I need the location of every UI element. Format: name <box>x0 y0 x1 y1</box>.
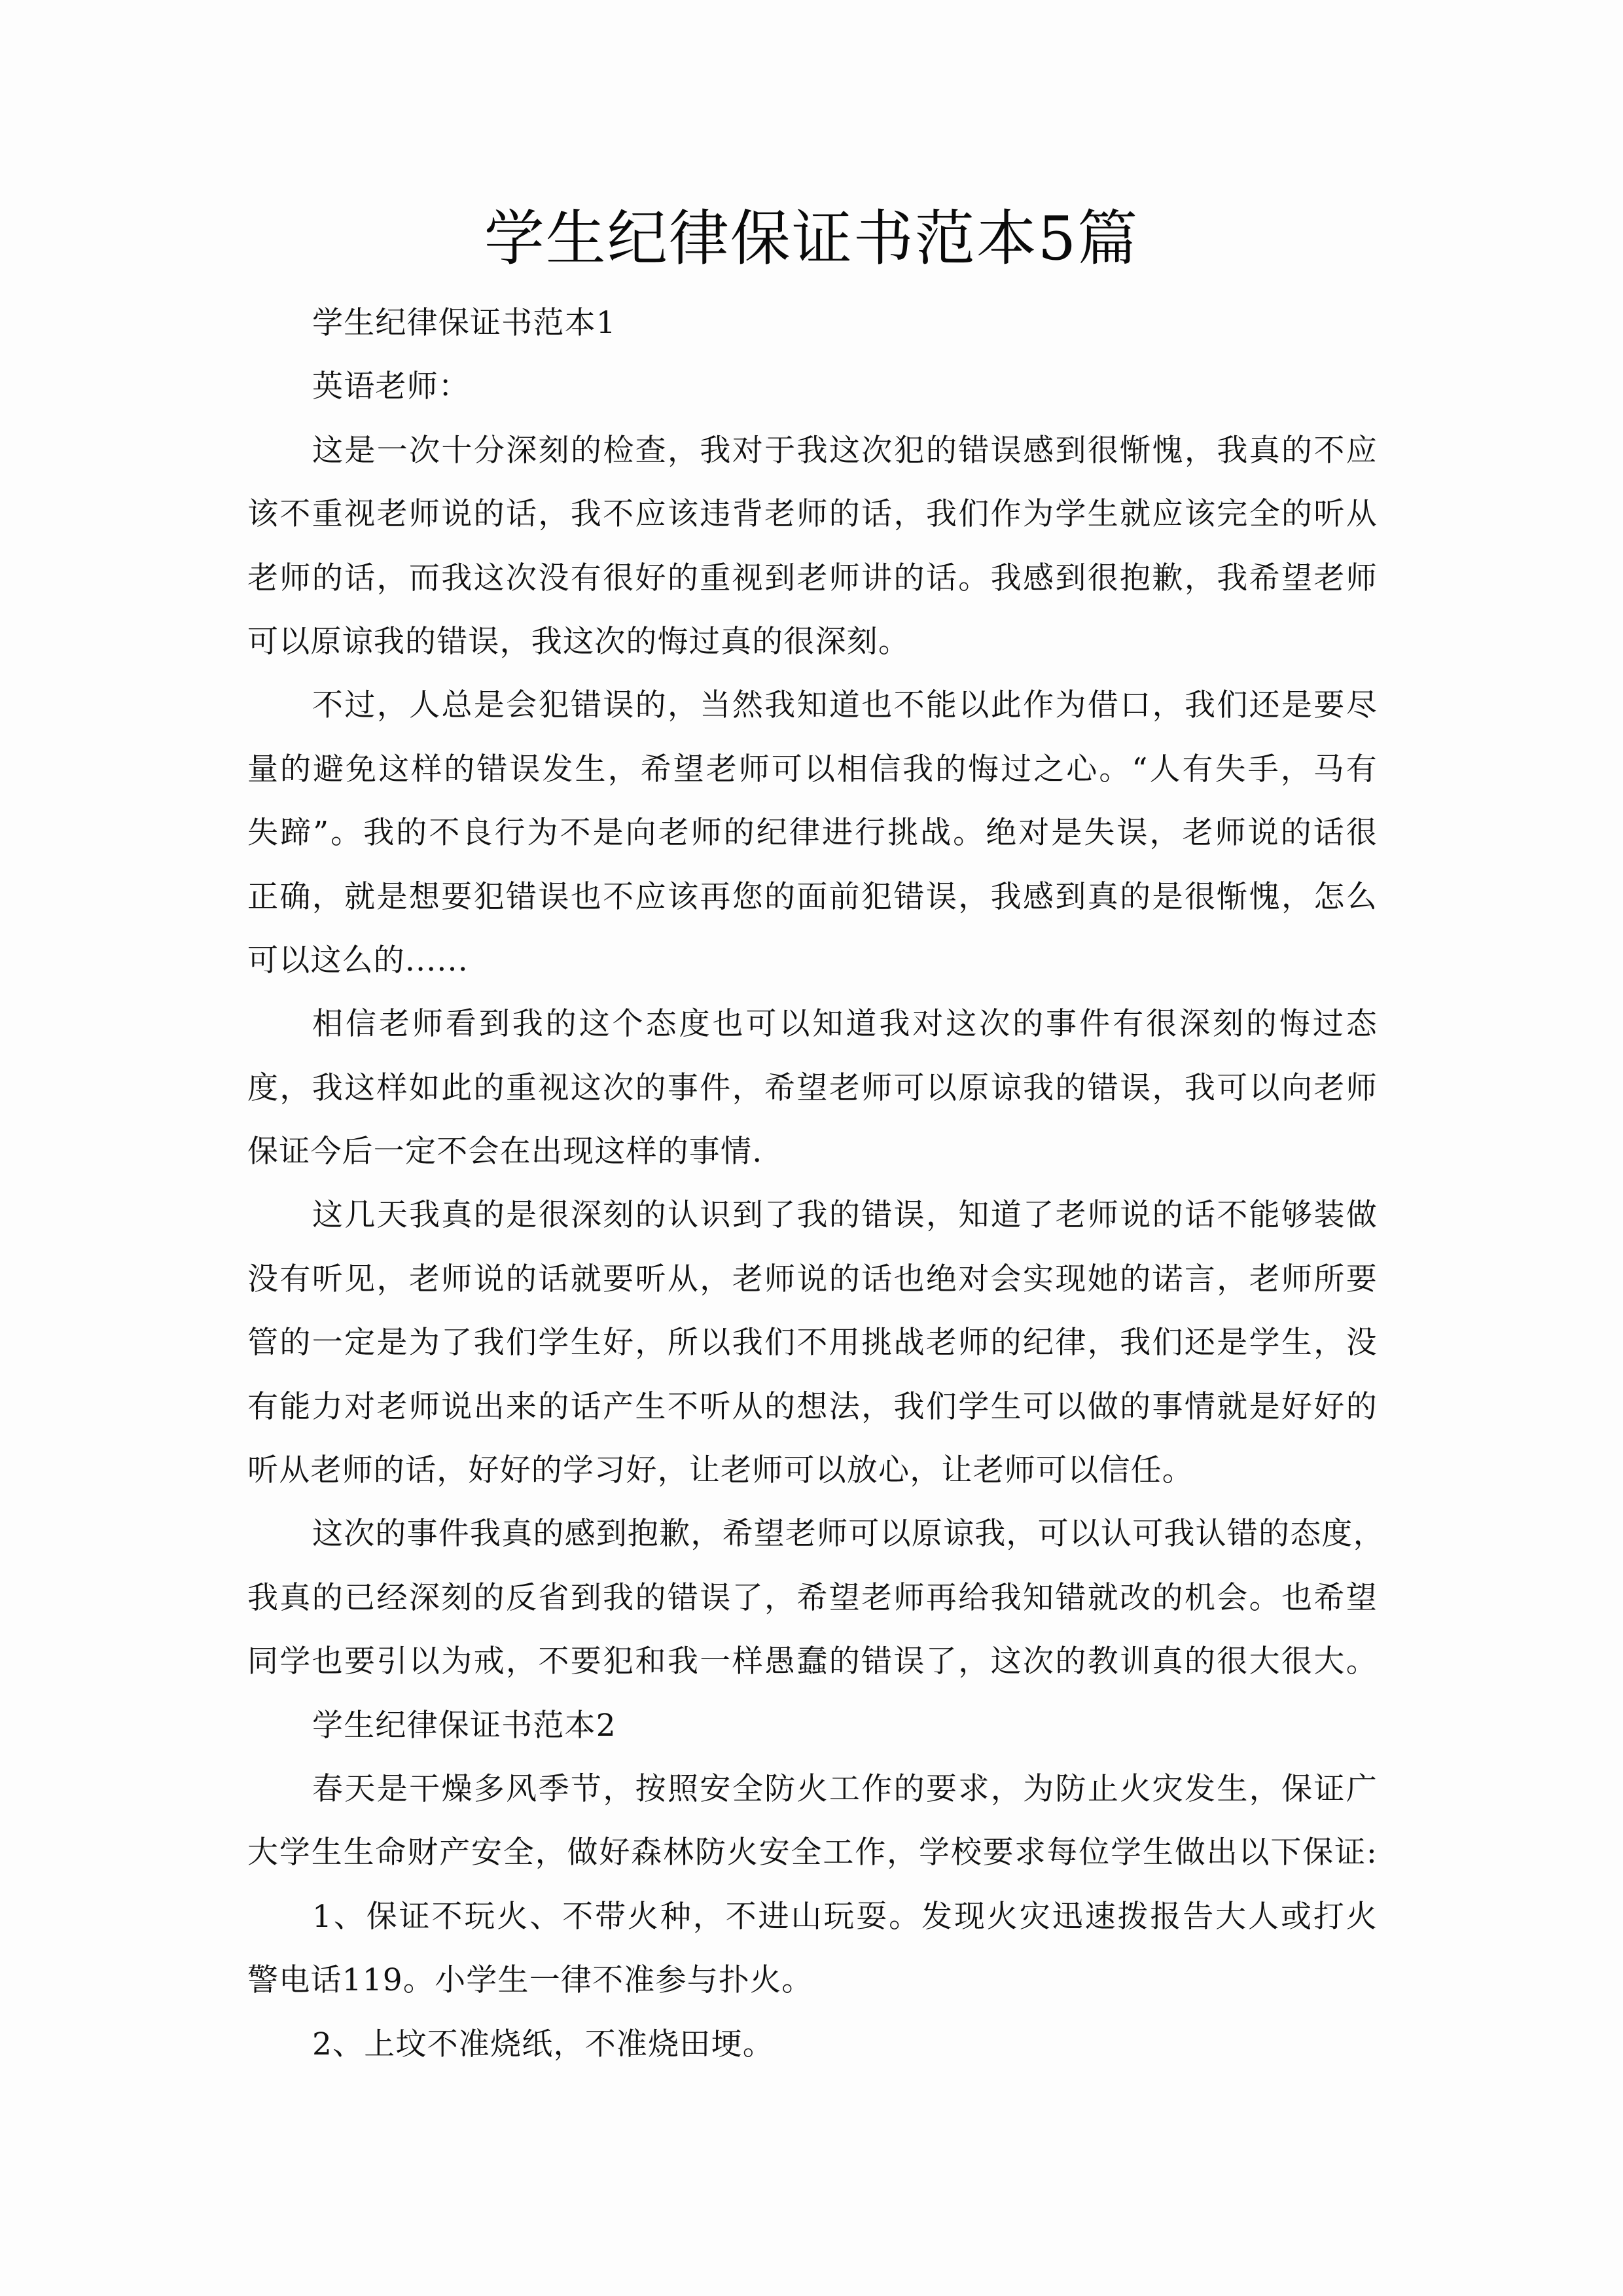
list-item-2: 2、上坟不准烧纸，不准烧田埂。 <box>312 2026 774 2062</box>
paragraph-line: 度，我这样如此的重视这次的事件，希望老师可以原谅我的错误，我可以向老师 <box>247 1069 1378 1106</box>
paragraph-line: 春天是干燥多风季节，按照安全防火工作的要求，为防止火灾发生，保证广 <box>312 1770 1378 1807</box>
paragraph-line: 听从老师的话，好好的学习好，让老师可以放心，让老师可以信任。 <box>247 1452 1194 1489</box>
paragraph-line: 失蹄”。我的不良行为不是向老师的纪律进行挑战。绝对是失误，老师说的话很 <box>247 815 1378 852</box>
paragraph-line: 老师的话，而我这次没有很好的重视到老师讲的话。我感到很抱歉，我希望老师 <box>247 560 1378 596</box>
list-item-1-continued: 警电话119。小学生一律不准参与扑火。 <box>247 1962 813 1999</box>
paragraph-line: 这是一次十分深刻的检查，我对于我这次犯的错误感到很惭愧，我真的不应 <box>312 432 1378 469</box>
paragraph-line: 这几天我真的是很深刻的认识到了我的错误，知道了老师说的话不能够装做 <box>312 1197 1378 1234</box>
paragraph-line: 大学生生命财产安全，做好森林防火安全工作，学校要求每位学生做出以下保证: <box>247 1835 1378 1871</box>
paragraph-line: 不过，人总是会犯错误的，当然我知道也不能以此作为借口，我们还是要尽 <box>312 687 1378 724</box>
document-title: 学生纪律保证书范本5篇 <box>484 204 1139 274</box>
paragraph-line: 没有听见，老师说的话就要听从，老师说的话也绝对会实现她的诺言，老师所要 <box>247 1261 1378 1297</box>
paragraph-line: 正确，就是想要犯错误也不应该再您的面前犯错误，我感到真的是很惭愧，怎么 <box>247 878 1378 915</box>
paragraph-line: 这次的事件我真的感到抱歉，希望老师可以原谅我，可以认可我认错的态度， <box>312 1516 1385 1552</box>
section-heading-2: 学生纪律保证书范本2 <box>312 1707 616 1744</box>
list-item-1: 1、保证不玩火、不带火种，不进山玩耍。发现火灾迅速拨报告大人或打火 <box>312 1898 1378 1935</box>
paragraph-line: 量的避免这样的错误发生，希望老师可以相信我的悔过之心。“人有失手，马有 <box>247 751 1378 787</box>
paragraph-line: 可以这么的...... <box>247 942 469 978</box>
paragraph-line: 保证今后一定不会在出现这样的事情. <box>247 1134 763 1170</box>
paragraph-line: 有能力对老师说出来的话产生不听从的想法，我们学生可以做的事情就是好好的 <box>247 1388 1378 1425</box>
paragraph-line: 该不重视老师说的话，我不应该违背老师的话，我们作为学生就应该完全的听从 <box>247 496 1378 533</box>
paragraph-line: 相信老师看到我的这个态度也可以知道我对这次的事件有很深刻的悔过态 <box>312 1006 1378 1043</box>
section-heading-1: 学生纪律保证书范本1 <box>312 305 616 341</box>
salutation: 英语老师： <box>312 368 470 405</box>
paragraph-line: 可以原谅我的错误，我这次的悔过真的很深刻。 <box>247 623 910 660</box>
document-body <box>247 291 1386 2076</box>
paragraph-line: 我真的已经深刻的反省到我的错误了，希望老师再给我知错就改的机会。也希望 <box>247 1579 1378 1616</box>
paragraph-line: 同学也要引以为戒，不要犯和我一样愚蠢的错误了，这次的教训真的很大很大。 <box>247 1643 1378 1680</box>
paragraph-line: 管的一定是为了我们学生好，所以我们不用挑战老师的纪律，我们还是学生，没 <box>247 1325 1378 1361</box>
